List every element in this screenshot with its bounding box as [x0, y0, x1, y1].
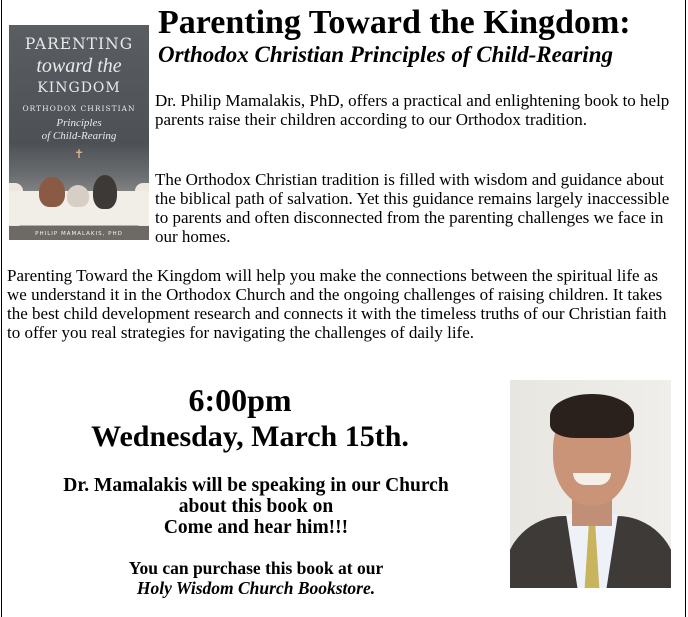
cover-author: PHILIP MAMALAKIS, PHD: [35, 231, 123, 237]
author-photo: [510, 380, 671, 588]
photo-smile: [573, 473, 611, 485]
cover-title-line3: KINGDOM: [37, 80, 121, 96]
page-subtitle: Orthodox Christian Principles of Child-Rearing: [158, 42, 613, 67]
purchase-line1: You can purchase this book at our: [128, 558, 384, 578]
speaking-line2: about this book on: [178, 496, 334, 517]
event-date: Wednesday, March 15th.: [91, 420, 409, 453]
event-time: 6:00pm: [188, 382, 292, 418]
intro-paragraph: Dr. Philip Mamalakis, PhD, offers a practical and enlightening book to help parents raise their children according to our Orthodox tradition.: [155, 91, 670, 129]
family-figure: [67, 185, 89, 207]
cover-title-line1: PARENTING: [24, 35, 134, 53]
tradition-paragraph: The Orthodox Christian tradition is filled with wisdom and guidance about the biblical path of salvation. Yet this guidance remains largely inaccessible to parents and often disconnected from the parenting challenges we face in our homes.: [155, 170, 670, 246]
cover-subtitle-line2: Principles: [56, 117, 102, 129]
photo-hair: [550, 394, 634, 438]
speaking-announcement: [0, 475, 512, 538]
book-cover: [9, 25, 149, 240]
cover-subtitle-line1: ORTHODOX CHRISTIAN: [22, 104, 136, 113]
cover-title-line2: toward the: [36, 55, 122, 77]
cover-subtitle-line3: of Child-Rearing: [41, 130, 117, 142]
speaking-line1: Dr. Mamalakis will be speaking in our Church: [63, 475, 449, 496]
page-title: Parenting Toward the Kingdom:: [158, 4, 631, 41]
purchase-info: [0, 558, 512, 598]
family-figure: [93, 175, 117, 209]
bookstore-name: Holy Wisdom Church Bookstore.: [136, 578, 376, 598]
speaking-line3: Come and hear him!!!: [163, 517, 349, 538]
cross-icon: ✝: [73, 147, 85, 161]
book-description-paragraph: Parenting Toward the Kingdom will help you make the connections between the spiritual life as we understand it in the Orthodox Church and the ongoing challenges of raising children. It takes the best child development research and connects it with the timeless truths of our Christian faith to offer you real strategies for navigating the challenges of daily life.: [7, 266, 667, 342]
family-figure: [39, 177, 65, 207]
